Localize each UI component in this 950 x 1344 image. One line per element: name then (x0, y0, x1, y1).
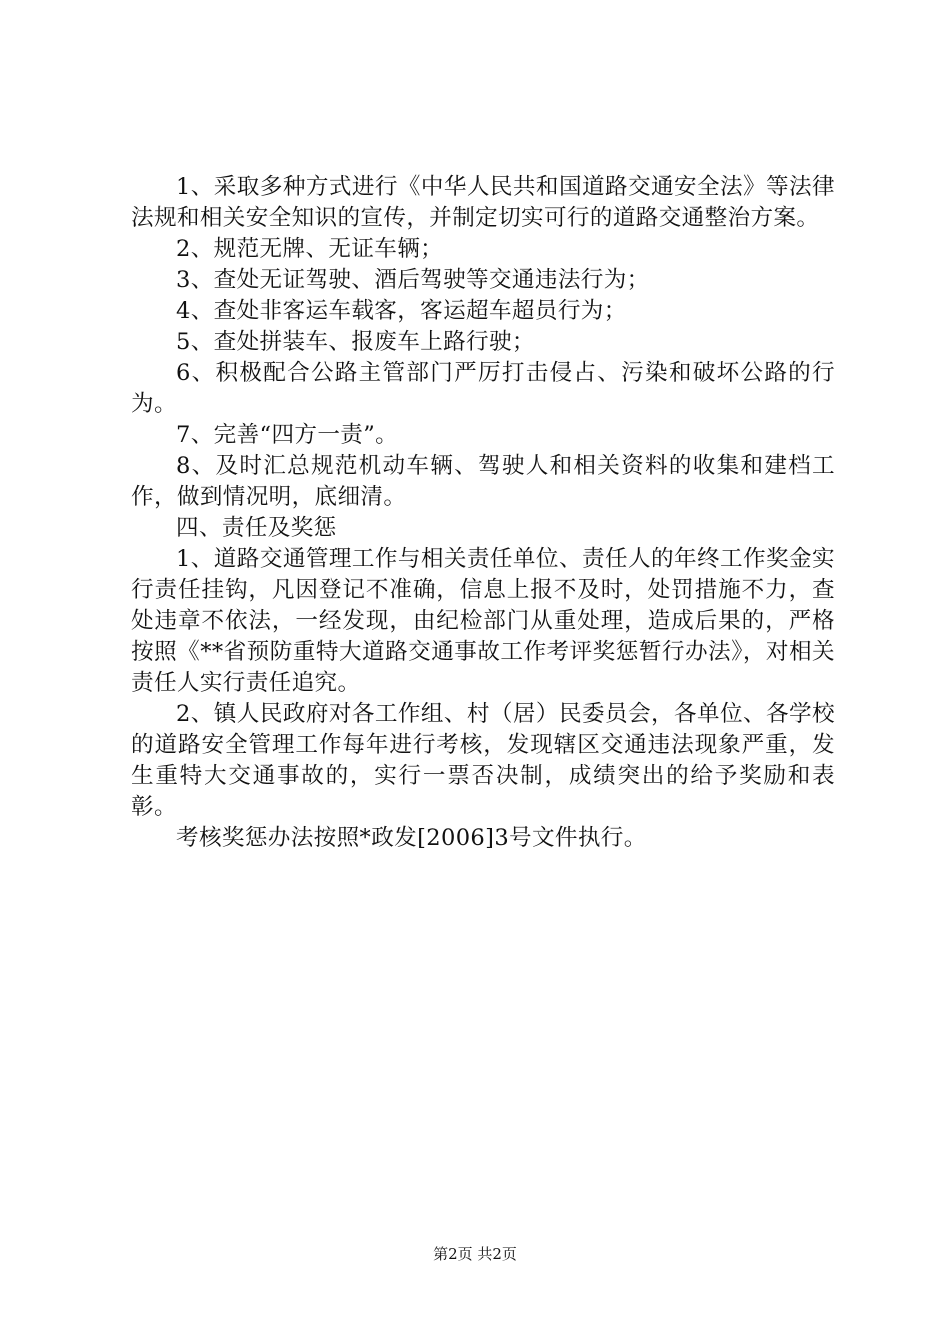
paragraph-item-2: 2、规范无牌、无证车辆； (176, 236, 444, 262)
page-footer: 第2页 共2页 (433, 1245, 517, 1263)
paragraph-responsibility-1: 1、道路交通管理工作与相关责任单位、责任人的年终工作奖金实行责任挂钩，凡因登记不准确，信息上报不及时，处罚措施不力，查处违章不依法，一经发现，由纪检部门从重处理，造成后果的，严格按照《**省预防重特大道路交通事故工作考评奖惩暂行办法》，对相关责任人实行责任追究。 (131, 546, 835, 696)
paragraph-item-7: 7、完善“四方一责”。 (176, 422, 399, 448)
paragraph-closing: 考核奖惩办法按照*政发[2006]3号文件执行。 (176, 825, 647, 851)
paragraph-item-3: 3、查处无证驾驶、酒后驾驶等交通违法行为； (176, 267, 650, 293)
paragraph-item-1: 1、采取多种方式进行《中华人民共和国道路交通安全法》等法律法规和相关安全知识的宣传，并制定切实可行的道路交通整治方案。 (131, 174, 835, 231)
paragraph-item-6: 6、积极配合公路主管部门严厉打击侵占、污染和破坏公路的行为。 (131, 360, 835, 417)
section-heading: 四、责任及奖惩 (176, 515, 337, 541)
paragraph-item-8: 8、及时汇总规范机动车辆、驾驶人和相关资料的收集和建档工作，做到情况明，底细清。 (131, 453, 835, 510)
document-body (131, 172, 835, 854)
paragraph-item-5: 5、查处拼装车、报废车上路行驶； (176, 329, 535, 355)
paragraph-item-4: 4、查处非客运车载客，客运超车超员行为； (176, 298, 627, 324)
paragraph-responsibility-2: 2、镇人民政府对各工作组、村（居）民委员会，各单位、各学校的道路安全管理工作每年进行考核，发现辖区交通违法现象严重，发生重特大交通事故的，实行一票否决制，成绩突出的给予奖励和表彰。 (131, 701, 835, 820)
